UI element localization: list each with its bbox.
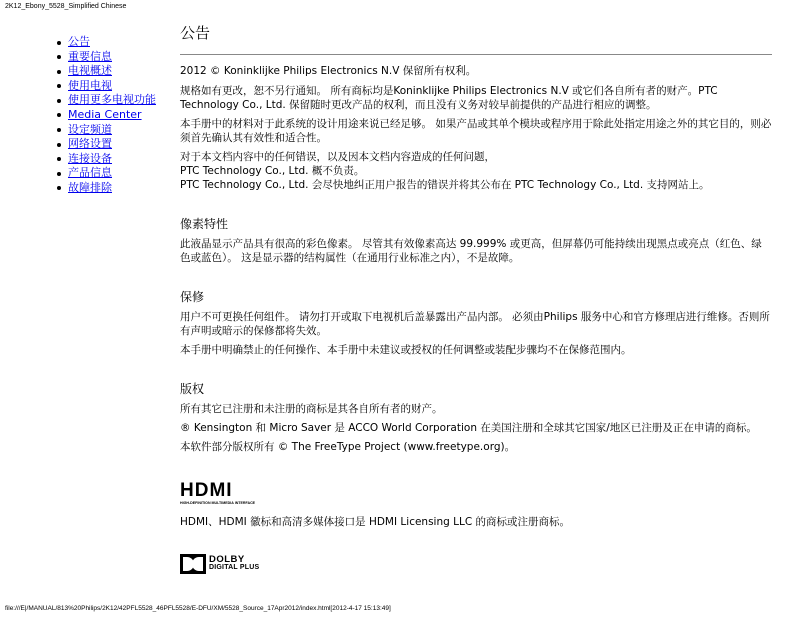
toc-link-media-center[interactable]: Media Center: [68, 107, 142, 121]
section-copyright: [180, 381, 772, 454]
toc-link-important-info[interactable]: 重要信息: [68, 49, 112, 63]
dolby-logo-line2: DIGITAL PLUS: [209, 564, 260, 571]
main-content: [180, 22, 772, 576]
dolby-logo-line1: DOLBY: [209, 553, 245, 565]
toc-item-more-tv-features: [56, 93, 156, 108]
toc-link-set-channels[interactable]: 设定频道: [68, 122, 112, 136]
hdmi-logo-tagline: HIGH-DEFINITION MULTIMEDIA INTERFACE: [180, 501, 256, 505]
section-heading-copyright: 版权: [180, 382, 205, 396]
section-heading-warranty: 保修: [180, 290, 205, 304]
intro-paragraph-errors-2: PTC Technology Co., Ltd. 概不负责。: [180, 165, 365, 177]
hdmi-caption: HDMI、HDMI 徽标和高清多媒体接口是 HDMI Licensing LLC 的商标或注册商标。: [180, 516, 570, 528]
bullet-icon: [57, 128, 61, 132]
toc-link-connect-devices[interactable]: 连接设备: [68, 151, 112, 165]
toc-item-network-settings: [56, 137, 156, 152]
hdmi-logo-wordmark: HDMI: [180, 480, 233, 501]
copyright-paragraph-1: 所有其它已注册和未注册的商标是其各自所有者的财产。: [180, 403, 443, 415]
hdmi-logo-graphic: [180, 479, 270, 507]
copyright-paragraph-2: ® Kensington 和 Micro Saver 是 ACCO World Corporation 在美国注册和全球其它国家/地区已注册及正在申请的商标。: [180, 422, 757, 434]
bullet-icon: [57, 70, 61, 74]
copyright-line: 2012 © Koninklijke Philips Electronics N.V 保留所有权利。: [180, 65, 477, 77]
bullet-icon: [57, 186, 61, 190]
toc-link-product-info[interactable]: 产品信息: [68, 166, 112, 180]
toc-link-announcement[interactable]: 公告: [68, 35, 90, 48]
bullet-icon: [57, 99, 61, 103]
toc-item-troubleshooting: [56, 181, 156, 196]
copyright-paragraph-3: 本软件部分版权所有 © The FreeType Project (www.freetype.org)。: [180, 441, 516, 453]
dolby-double-d-icon: [180, 554, 206, 574]
toc-item-set-channels: [56, 123, 156, 138]
toc-item-announcement: [56, 35, 156, 50]
warranty-paragraph-2: 本手册中明确禁止的任何操作、本手册中未建议或授权的任何调整或装配步骤均不在保修范围内。: [180, 344, 632, 356]
bullet-icon: [57, 157, 61, 161]
dolby-logo: [180, 552, 772, 576]
bullet-icon: [57, 172, 61, 176]
toc-item-tv-overview: [56, 64, 156, 79]
section-pixel: [180, 216, 772, 265]
toc-item-important-info: [56, 50, 156, 65]
toc-link-tv-overview[interactable]: 电视概述: [68, 64, 112, 78]
pixel-paragraph: 此液晶显示产品具有很高的彩色像素。 尽管其有效像素高达 99.999% 或更高，但屏幕仍可能持续出现黑点或亮点（红色、绿色或蓝色）。 这是显示器的结构属性（在通用行业标准之内），不是故障。: [180, 238, 762, 264]
toc-item-use-tv: [56, 79, 156, 94]
hdmi-logo: [180, 479, 772, 507]
toc-link-troubleshooting[interactable]: 故障排除: [68, 180, 112, 194]
toc-link-more-tv-features[interactable]: 使用更多电视功能: [68, 93, 156, 107]
bullet-icon: [57, 41, 61, 45]
bullet-icon: [57, 55, 61, 59]
bullet-icon: [57, 84, 61, 88]
intro-paragraph-specs: 规格如有更改，恕不另行通知。 所有商标均是Koninklijke Philips Electronics N.V 或它们各自所有者的财产。PTC Technology Co., Ltd. 保留随时更改产品的权利，而且没有义务对较早前提供的产品进行相应的调整。: [180, 85, 718, 111]
document-footer-path: file:///E|/MANUAL/813%20Philips/2K12/42PFL5528_46PFL5528/E-DFU/XM/5528_Source_17Apr2012/index.html[2012-4-17 15:13:49]: [5, 605, 391, 612]
intro-paragraph-errors-3: PTC Technology Co., Ltd. 会尽快地纠正用户报告的错误并将其公布在 PTC Technology Co., Ltd. 支持网站上。: [180, 179, 710, 191]
section-warranty: [180, 289, 772, 357]
section-heading-pixel: 像素特性: [180, 217, 229, 231]
bullet-icon: [57, 143, 61, 147]
warranty-paragraph-1: 用户不可更换任何组件。 请勿打开或取下电视机后盖暴露出产品内部。 必须由Philips 服务中心和官方修理店进行维修。否则所有声明或暗示的保修都将失效。: [180, 311, 770, 337]
toc-item-product-info: [56, 166, 156, 181]
table-of-contents: [56, 35, 156, 196]
intro-paragraph-materials: 本手册中的材料对于此系统的设计用途来说已经足够。 如果产品或其单个模块或程序用于除此处指定用途之外的其它目的，则必须首先确认其有效性和适合性。: [180, 118, 772, 144]
dolby-logo-text: [209, 553, 260, 573]
bullet-icon: [57, 113, 61, 117]
toc-link-use-tv[interactable]: 使用电视: [68, 78, 112, 92]
toc-item-media-center: [56, 108, 156, 123]
toc-link-network-settings[interactable]: 网络设置: [68, 137, 112, 151]
toc-item-connect-devices: [56, 152, 156, 167]
document-header-id: 2K12_Ebony_5528_Simplified Chinese: [5, 3, 127, 10]
intro-paragraph-errors-1: 对于本文档内容中的任何错误，以及因本文档内容造成的任何问题，: [180, 151, 495, 163]
page-title: 公告: [180, 22, 772, 55]
